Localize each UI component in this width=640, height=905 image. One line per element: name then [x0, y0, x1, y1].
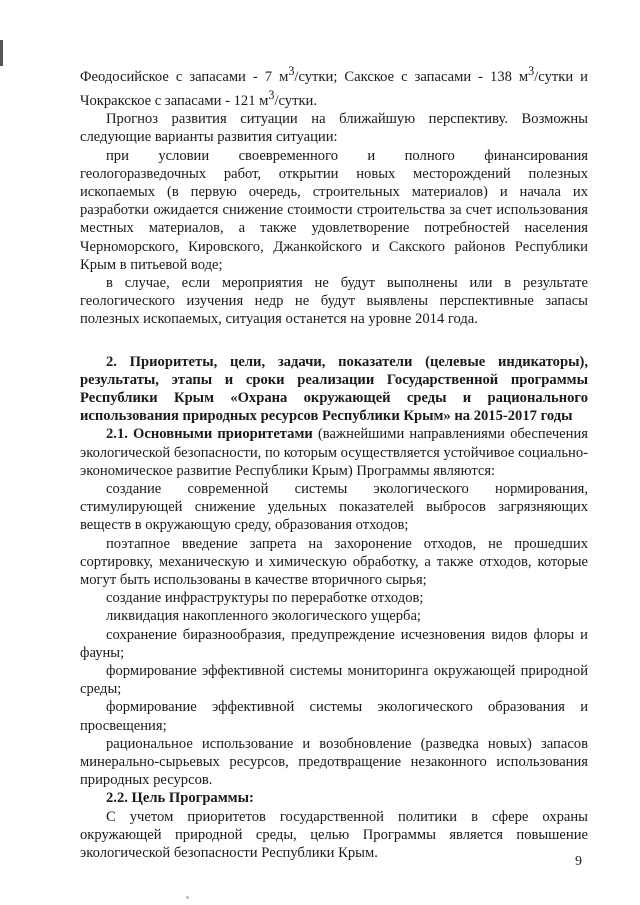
priority-item: рациональное использование и возобновление (разведка новых) запасов минерально-сырьевых ресурсов, предотвращение незаконного использования природных ресурсов.	[80, 735, 588, 789]
bold-lead: Основными приоритетами	[133, 426, 313, 443]
paragraph-text: (важнейшими направлениями обеспечения экологической безопасности, по которым осуществляется устойчивое социально-экономическое развитие Республики Крым) Программы являются:	[80, 426, 588, 479]
superscript: 3	[288, 64, 295, 78]
superscript: 3	[268, 88, 275, 103]
intro-text: /сутки и Чокракское с запасами - 121 м	[80, 68, 588, 109]
priority-item: создание современной системы экологического нормирования, стимулирующей снижение удельных показателей выбросов загрязняющих веществ в окружающую среду, образования отходов;	[80, 480, 588, 534]
section-number: 2.1.	[106, 426, 128, 443]
section-2-2-heading: 2.2. Цель Программы:	[106, 790, 254, 807]
priority-item: сохранение биразнообразия, предупреждение исчезновения видов флоры и фауны;	[80, 626, 588, 661]
scenario-paragraph: в случае, если мероприятия не будут выполнены или в результате геологического изучения недр не будут выявлены перспективные запасы полезных ископаемых, ситуация останется на уровне 2014 года.	[80, 274, 588, 328]
priority-item: ликвидация накопленного экологического ущерба;	[106, 608, 421, 625]
section-2-2-paragraph: С учетом приоритетов государственной политики в сфере охраны окружающей природной среды, целью Программы является повышение экологической безопасности Республики Крым.	[80, 808, 588, 862]
priority-item: формирование эффективной системы мониторинга окружающей природной среды;	[80, 663, 588, 698]
priority-item: создание инфраструктуры по переработке отходов;	[106, 590, 424, 607]
priority-item: поэтапное введение запрета на захоронение отходов, не прошедших сортировку, механическую и химическую обработку, а также отходов, которые могут быть использованы в качестве вторичного сырья;	[80, 535, 588, 588]
scan-speck	[186, 896, 189, 899]
intro-paragraph	[80, 62, 588, 110]
section-2-1-paragraph	[80, 425, 588, 480]
scenario-paragraph: при условии своевременного и полного финансирования геологоразведочных работ, открытии новых месторождений полезных ископаемых (в первую очередь, строительных материалов) и начала их разработки ожидается снижение стоимости строительства за счет использования местных материалов, а также удовлетворение потребностей населения Черноморского, Кировского, Джанкойского и Сакского районов Республики Крым в питьевой воде;	[80, 147, 588, 273]
intro-text: Феодосийское с запасами - 7 м	[80, 68, 289, 85]
page-number: 9	[575, 854, 582, 869]
superscript: 3	[528, 64, 535, 78]
priority-item: формирование эффективной системы экологического образования и просвещения;	[80, 699, 588, 734]
scan-margin-mark	[0, 40, 3, 66]
intro-text: /сутки.	[274, 92, 318, 109]
section-heading: 2. Приоритеты, цели, задачи, показатели (целевые индикаторы), результаты, этапы и сроки реализации Государственной программы Республики Крым «Охрана окружающей среды и рационального использования природных ресурсов Республики Крым» на 2015-2017 годы	[80, 353, 588, 425]
forecast-paragraph: Прогноз развития ситуации на ближайшую перспективу. Возможны следующие варианты развития ситуации:	[80, 111, 588, 146]
intro-text: /сутки; Сакское с запасами - 138 м	[294, 68, 529, 85]
document-body	[80, 62, 588, 862]
